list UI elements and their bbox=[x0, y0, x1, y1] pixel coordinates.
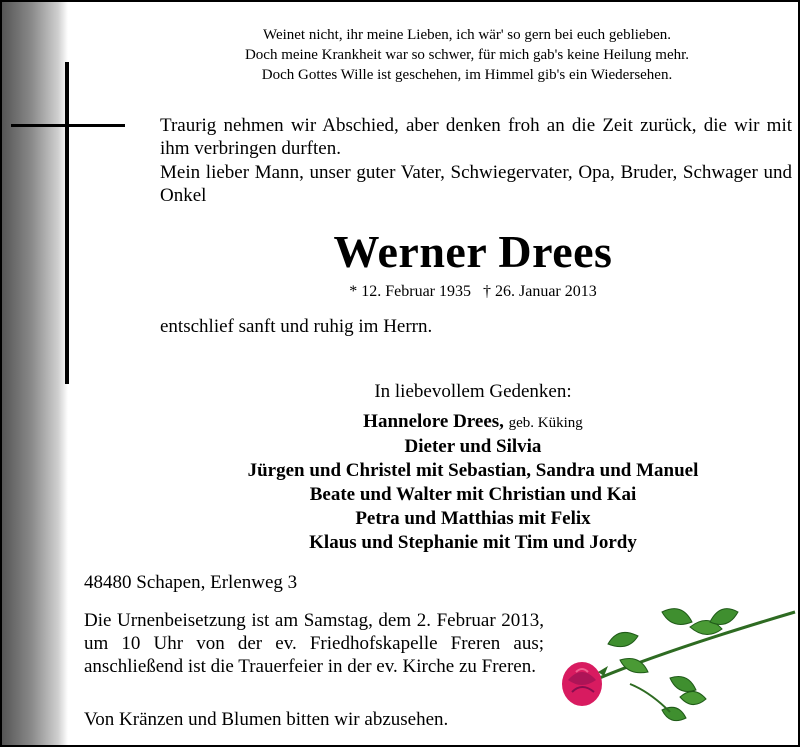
birth-date: * 12. Februar 1935 bbox=[349, 283, 471, 300]
deceased-name: Werner Drees bbox=[333, 226, 613, 277]
farewell-text: Traurig nehmen wir Abschied, aber denken froh an die Zeit zurück, die wir mit ihm verbringen durften. bbox=[160, 115, 792, 159]
funeral-info: Die Urnenbeisetzung ist am Samstag, dem 2. Februar 2013, um 10 Uhr von der ev. Friedhofskapelle Freren aus; anschließend ist die Trauerfeier in der ev. Kirche zu Freren. bbox=[84, 610, 544, 677]
mourner-family: Beate und Walter mit Christian und Kai bbox=[309, 484, 637, 505]
life-dates bbox=[142, 282, 800, 302]
mourner-family: Petra und Matthias mit Felix bbox=[355, 508, 591, 529]
relations-text: Mein lieber Mann, unser guter Vater, Schwiegervater, Opa, Bruder, Schwager und Onkel bbox=[160, 162, 792, 206]
side-gradient-bar bbox=[2, 2, 68, 745]
poem-line: Doch Gottes Wille ist geschehen, im Himmel gib's ein Wiedersehen. bbox=[261, 67, 673, 83]
no-flowers-note: Von Kränzen und Blumen bitten wir abzusehen. bbox=[84, 709, 449, 730]
mourners-list bbox=[142, 410, 800, 555]
death-date: † 26. Januar 2013 bbox=[483, 283, 597, 300]
mourner-family: Dieter und Silvia bbox=[404, 436, 542, 457]
poem bbox=[142, 25, 792, 85]
rose-icon bbox=[550, 592, 800, 732]
widow-name: Hannelore Drees, bbox=[363, 411, 504, 432]
memory-heading: In liebevollem Gedenken: bbox=[374, 381, 572, 402]
address: 48480 Schapen, Erlenweg 3 bbox=[84, 572, 298, 593]
widow-maiden-name: geb. Küking bbox=[508, 415, 583, 431]
poem-line: Doch meine Krankheit war so schwer, für mich gab's keine Heilung mehr. bbox=[244, 47, 690, 63]
mourner-family: Klaus und Stephanie mit Tim und Jordy bbox=[309, 532, 637, 553]
poem-line: Weinet nicht, ihr meine Lieben, ich wär' so gern bei euch geblieben. bbox=[262, 27, 671, 43]
mourner-widow bbox=[142, 410, 800, 435]
passed-text: entschlief sanft und ruhig im Herrn. bbox=[160, 316, 433, 337]
mourner-family: Jürgen und Christel mit Sebastian, Sandra und Manuel bbox=[247, 460, 699, 481]
